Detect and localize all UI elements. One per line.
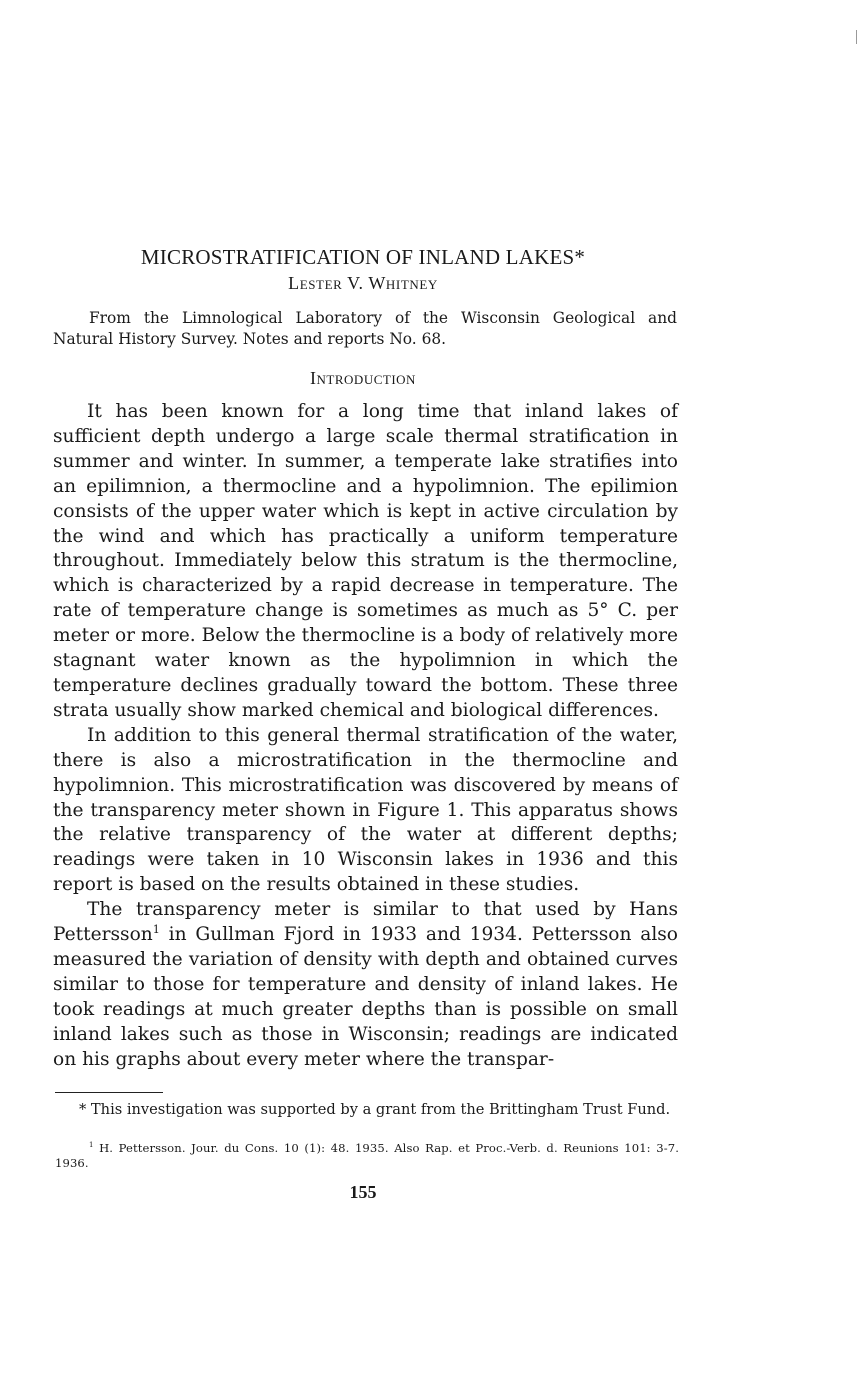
footnote-reference-1: 1 xyxy=(152,922,160,936)
footnote-divider xyxy=(55,1092,163,1093)
footnote-citation-text: H. Pettersson. Jour. du Cons. 10 (1): 48. 1935. Also Rap. et Proc.-Verb. d. Reunions 101: 3-7. 1936. xyxy=(55,1141,679,1170)
footnote-funding: * This investigation was supported by a grant from the Brittingham Trust Fund. xyxy=(79,1101,671,1118)
paragraph-3 xyxy=(53,898,678,1072)
paragraph-2: In addition to this general thermal stratification of the water, there is also a microstratification in the thermocline and hypolimnion. This microstratification was discovered by means of the transparency meter shown in Figure 1. This apparatus shows the relative transparency of the water at different depths; readings were taken in 10 Wisconsin lakes in 1936 and this report is based on the results obtained in these studies. xyxy=(53,724,678,896)
section-heading-introduction: Introduction xyxy=(310,368,416,388)
page-number: 155 xyxy=(349,1182,377,1202)
paragraph-3-start: The transparency meter is similar to that used by Hans Pettersson xyxy=(53,899,678,946)
footnote-citation xyxy=(55,1141,679,1170)
article-author: Lester V. Whitney xyxy=(288,273,438,293)
paragraph-3-end: in Gullman Fjord in 1933 and 1934. Pettersson also measured the variation of density with depth and obtained curves similar to those for temperature and density of inland lakes. He took readings at much greater depths than is possible on small inland lakes such as those in Wisconsin; readings are indicated on his graphs about every meter where the transpar- xyxy=(53,924,678,1070)
article-title: MICROSTRATIFICATION OF INLAND LAKES* xyxy=(140,245,586,269)
scan-edge-mark xyxy=(856,30,857,44)
paragraph-1: It has been known for a long time that inland lakes of sufficient depth undergo a large scale thermal stratification in summer and winter. In summer, a temperate lake stratifies into an epilimnion, a thermocline and a hypolimnion. The epilimion consists of the upper water which is kept in active circulation by the wind and which has practically a uniform temperature throughout. Immediately below this stratum is the thermocline, which is characterized by a rapid decrease in temperature. The rate of temperature change is sometimes as much as 5° C. per meter or more. Below the thermocline is a body of relatively more stagnant water known as the hypolimnion in which the temperature declines gradually toward the bottom. These three strata usually show marked chemical and biological differences. xyxy=(53,401,678,721)
affiliation-note: From the Limnological Laboratory of the Wisconsin Geological and Natural History Survey. Notes and reports No. 68. xyxy=(53,309,677,348)
footnote-citation-mark: 1 xyxy=(89,1141,94,1150)
body-text xyxy=(53,400,678,1072)
